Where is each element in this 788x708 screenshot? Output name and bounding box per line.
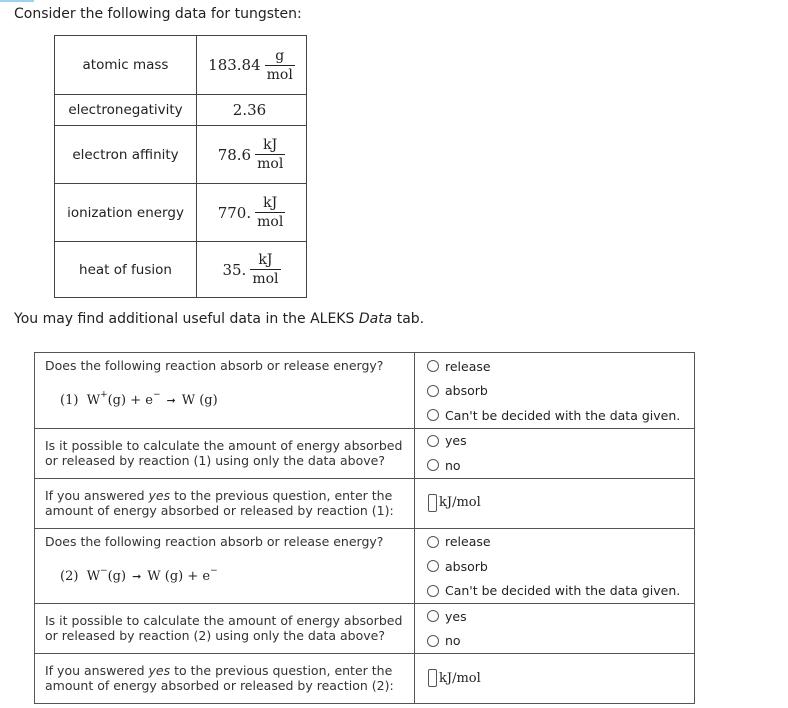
option-absorb[interactable]: absorb [415,379,694,404]
row-label: heat of fusion [55,242,197,298]
row-label: electronegativity [55,95,197,126]
radio-button[interactable] [427,635,439,647]
data-row [55,36,307,95]
option-absorb[interactable]: absorb [415,554,694,579]
answer-cell [415,478,695,528]
option-release[interactable]: release [415,354,694,379]
value-number: 35. [222,260,247,279]
radio-button[interactable] [427,459,439,471]
row-value [197,184,307,242]
question-table [34,352,695,704]
data-row [55,126,307,184]
question-text: Is it possible to calculate the amount of energy absorbed or released by reaction (1) using only the data above? [45,437,403,468]
answer-cell [415,528,695,604]
question-text: Does the following reaction absorb or release energy? [45,533,384,549]
question-text: If you answered yes to the previous question, enter the amount of energy absorbed or released by reaction (2): [45,663,394,693]
unit-fraction: $\frac{g}{\text{mol}}$ [266,47,293,83]
question-cell [35,654,415,704]
reaction-equation: (1) W+(g) + e− ➞ W (g) [60,390,218,408]
aleks-data-note: You may find additional useful data in the ALEKS Data tab. [14,311,425,327]
unit-fraction: $\frac{kJ}{\text{mol}}$ [257,137,284,172]
radio-button[interactable] [427,360,439,372]
unit-fraction: $\frac{kJ}{\text{mol}}$ [257,195,284,230]
radio-button[interactable] [427,560,439,572]
radio-button[interactable] [427,435,439,447]
option-yes[interactable]: yes [415,429,694,454]
data-row [55,184,307,242]
row-label: electron affinity [55,126,197,184]
answer-cell [415,353,695,429]
question-text: Does the following reaction absorb or release energy? [45,358,384,373]
radio-button[interactable] [427,536,439,548]
radio-button[interactable] [427,585,439,597]
option-no[interactable]: no [415,629,694,654]
unit-label: kJ/mol [439,670,481,686]
unit-fraction: $\frac{kJ}{\text{mol}}$ [252,252,279,287]
value-number: 183.84 [208,56,261,74]
option-cant-decide[interactable]: Can't be decided with the data given. [415,403,694,428]
row-label: atomic mass [55,36,197,95]
question-text: Is it possible to calculate the amount of energy absorbed or released by reaction (2) using only the data above? [45,613,403,643]
row-value [197,126,307,184]
question-row [35,528,695,604]
radio-button[interactable] [427,409,439,421]
energy-input[interactable] [428,494,437,512]
row-value [197,36,307,95]
value-number: 2.36 [232,101,267,119]
row-value [197,95,307,126]
question-cell [35,428,415,478]
question-row [35,604,695,654]
option-no[interactable]: no [415,453,694,478]
data-row [55,242,307,298]
row-value [197,242,307,298]
option-release[interactable]: release [415,530,694,555]
value-number: 78.6 [217,145,252,164]
option-cant-decide[interactable]: Can't be decided with the data given. [415,579,694,604]
question-row [35,654,695,704]
row-label: ionization energy [55,184,197,242]
answer-cell [415,604,695,654]
unit-label: kJ/mol [439,495,481,510]
radio-button[interactable] [427,610,439,622]
value-number: 770. [217,203,252,222]
energy-input[interactable] [428,669,437,687]
question-cell [35,353,415,429]
radio-button[interactable] [427,385,439,397]
top-accent-line [0,0,34,2]
reaction-equation: (2) W−(g) ➞ W (g) + e− [60,565,218,584]
answer-cell [415,654,695,704]
intro-text: Consider the following data for tungsten: [14,6,302,22]
question-cell [35,528,415,604]
energy-answer [415,654,694,702]
question-row [35,478,695,528]
question-row [35,428,695,478]
question-text: If you answered yes to the previous question, enter the amount of energy absorbed or released by reaction (1): [45,487,394,518]
question-cell [35,478,415,528]
tungsten-data-table [54,35,307,298]
answer-cell [415,428,695,478]
data-row [55,95,307,126]
question-cell [35,604,415,654]
energy-answer [415,479,694,527]
question-row [35,353,695,429]
option-yes[interactable]: yes [415,604,694,629]
